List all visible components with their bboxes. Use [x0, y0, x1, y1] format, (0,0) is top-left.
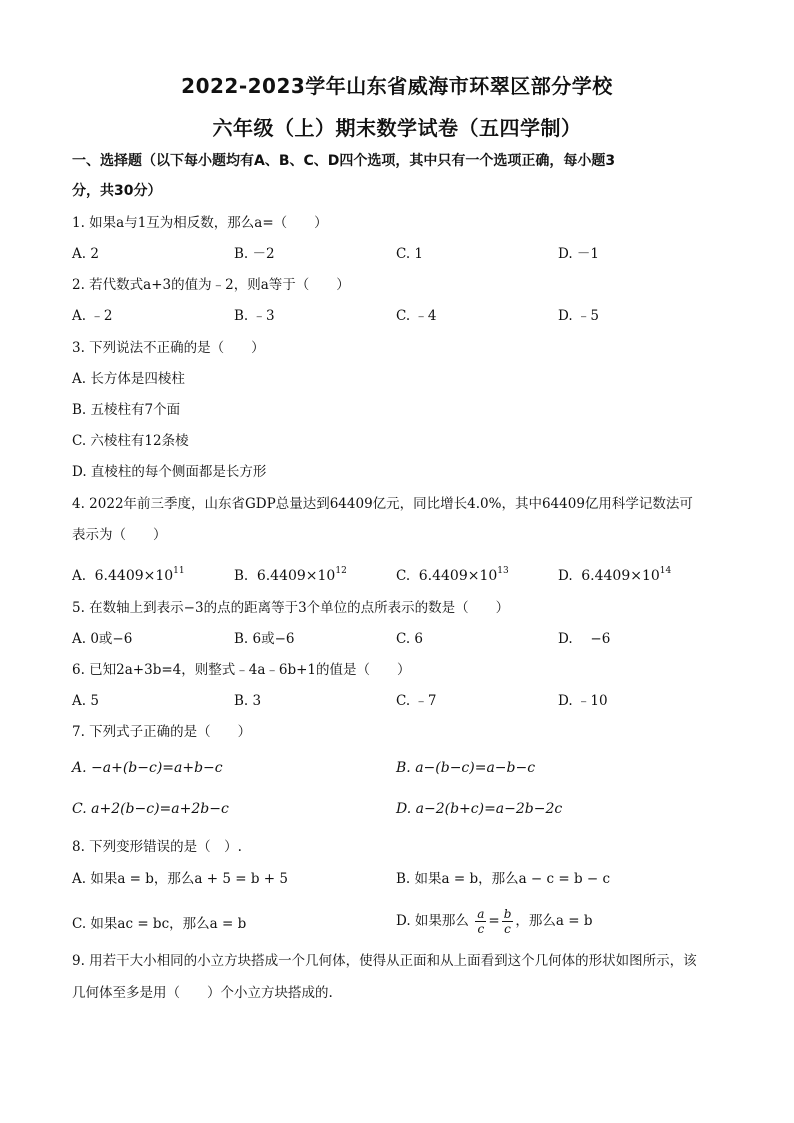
question-3-option-a: A. 长方体是四棱柱: [72, 371, 185, 387]
option-base: 6.4409×10: [256, 568, 336, 584]
section-heading: 一、选择题（以下每小题均有A、B、C、D四个选项，其中只有一个选项正确，每小题3: [72, 153, 616, 169]
question-5-option-a: A. 0或−6: [72, 631, 133, 647]
option-d-prefix: D. 如果那么: [396, 913, 469, 929]
fraction-numerator: a: [477, 907, 485, 921]
question-4-option-c: [396, 562, 509, 585]
question-2-option-c: C. ﹣4: [396, 308, 437, 324]
question-8-option-b: B. 如果a = b，那么a − c = b − c: [396, 871, 611, 887]
question-3-option-b: B. 五棱柱有7个面: [72, 402, 181, 418]
question-2-option-b: B. ﹣3: [234, 308, 275, 324]
question-1-option-c: C. 1: [396, 246, 424, 262]
option-exponent: 13: [497, 566, 509, 576]
fraction-denominator: c: [504, 922, 511, 936]
question-5-option-c: C. 6: [396, 631, 424, 647]
option-label: C.: [396, 568, 411, 584]
option-base: 6.4409×10: [94, 568, 174, 584]
question-9-stem: 9. 用若干大小相同的小立方块搭成一个几何体，使得从正面和从上面看到这个几何体的形状如图所示，该: [72, 953, 697, 969]
option-exponent: 12: [335, 566, 347, 576]
question-3-option-c: C. 六棱柱有12条棱: [72, 433, 189, 449]
question-4-option-b: [234, 562, 347, 585]
option-label: B.: [234, 568, 249, 584]
question-4-option-a: [72, 562, 185, 585]
section-heading-cont: 分，共30分）: [72, 183, 162, 199]
option-exponent: 11: [173, 566, 185, 576]
question-7-option-b: B. a−(b−c)=a−b−c: [396, 760, 536, 776]
option-base: 6.4409×10: [418, 568, 498, 584]
question-6-option-c: C. ﹣7: [396, 693, 437, 709]
option-label: D.: [558, 568, 573, 584]
question-5-stem: 5. 在数轴上到表示−3的点的距离等于3个单位的点所表示的数是（ ）: [72, 600, 510, 616]
option-base: 6.4409×10: [581, 568, 660, 584]
question-6-option-d: D. ﹣10: [558, 693, 608, 709]
fraction-numerator: b: [503, 907, 512, 921]
question-1-option-d: D. －1: [558, 246, 600, 262]
question-5-option-b: B. 6或−6: [234, 631, 295, 647]
option-label: A.: [72, 568, 87, 584]
question-7-option-a: A. −a+(b−c)=a+b−c: [72, 760, 223, 776]
question-2-stem: 2. 若代数式a+3的值为﹣2，则a等于（ ）: [72, 277, 350, 293]
exam-title-line-2: 六年级（上）期末数学试卷（五四学制）: [212, 116, 582, 140]
question-4-option-d: [558, 562, 671, 585]
question-8-option-a: A. 如果a = b，那么a + 5 = b + 5: [72, 871, 288, 887]
fraction-b-over-c: [502, 907, 514, 936]
question-4-stem: 4. 2022年前三季度，山东省GDP总量达到64409亿元，同比增长4.0%，其中64409亿用科学记数法可: [72, 496, 693, 512]
fraction-denominator: c: [477, 922, 485, 936]
question-6-option-a: A. 5: [72, 693, 99, 709]
equals-sign: =: [488, 913, 500, 929]
question-4-stem-cont: 表示为（ ）: [72, 527, 167, 543]
question-1-stem: 1. 如果a与1互为相反数，那么a=（ ）: [72, 215, 328, 231]
question-6-stem: 6. 已知2a+3b=4，则整式﹣4a﹣6b+1的值是（ ）: [72, 662, 411, 678]
question-6-option-b: B. 3: [234, 693, 262, 709]
question-1-option-a: A. 2: [72, 246, 99, 262]
question-2-option-d: D. ﹣5: [558, 308, 600, 324]
question-3-stem: 3. 下列说法不正确的是（ ）: [72, 340, 265, 356]
question-8-stem: 8. 下列变形错误的是（ ）.: [72, 839, 242, 855]
question-9-stem-cont: 几何体至多是用（ ）个小立方块搭成的.: [72, 985, 333, 1001]
question-1-option-b: B. －2: [234, 246, 275, 262]
question-8-option-c: C. 如果ac = bc，那么a = b: [72, 916, 247, 932]
question-2-option-a: A. ﹣2: [72, 308, 113, 324]
question-7-option-c: C. a+2(b−c)=a+2b−c: [72, 801, 229, 817]
exam-title-line-1: 2022-2023学年山东省威海市环翠区部分学校: [181, 74, 613, 98]
question-7-stem: 7. 下列式子正确的是（ ）: [72, 724, 252, 740]
question-5-option-d: D. −6: [558, 631, 611, 647]
option-d-suffix: ，那么a = b: [515, 913, 593, 929]
question-3-option-d: D. 直棱柱的每个侧面都是长方形: [72, 464, 267, 480]
question-7-option-d: D. a−2(b+c)=a−2b−2c: [396, 801, 563, 817]
fraction-a-over-c: [475, 907, 486, 936]
option-exponent: 14: [659, 566, 672, 576]
question-8-option-d: [396, 905, 592, 937]
